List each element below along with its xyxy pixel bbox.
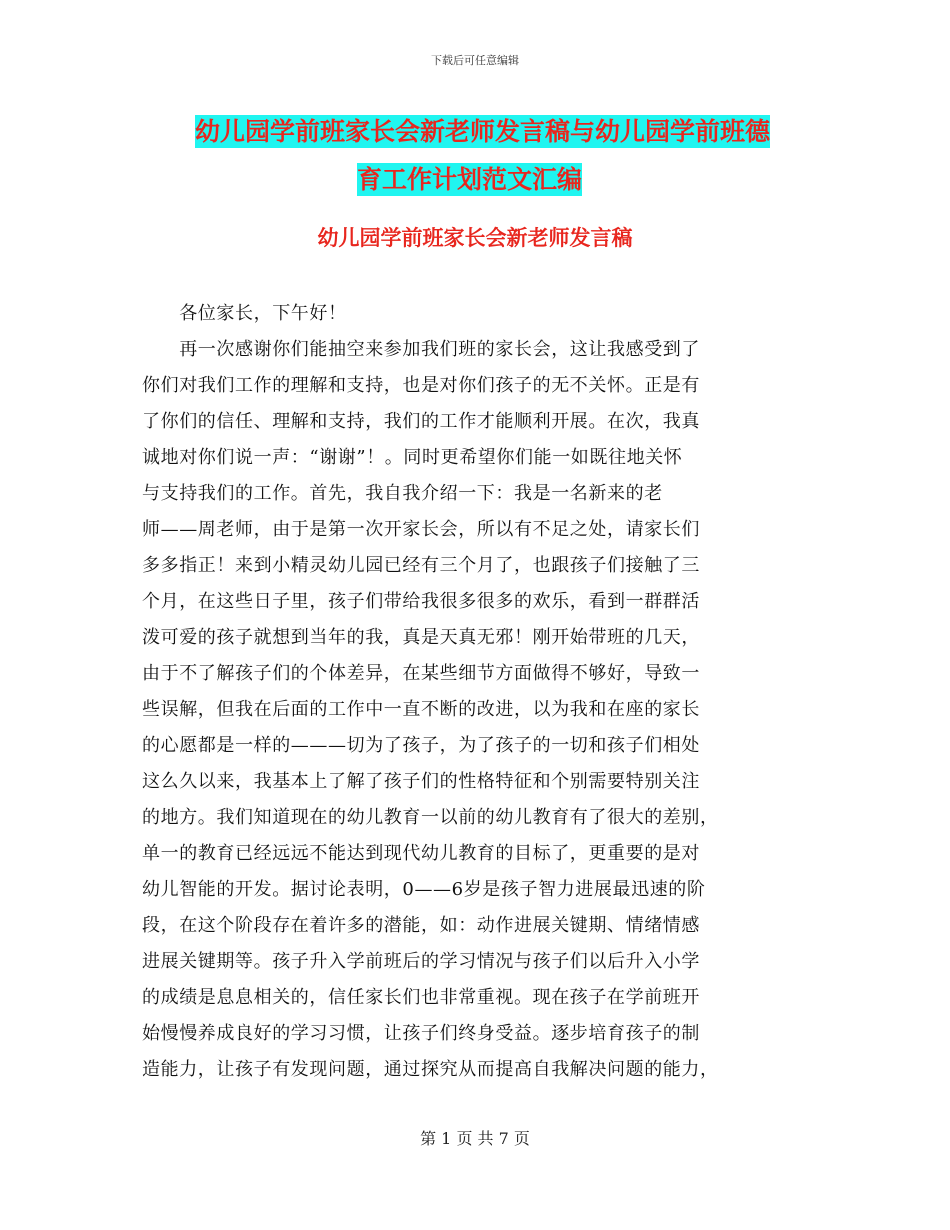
body-line: 由于不了解孩子们的个体差异，在某些细节方面做得不够好，导致一	[142, 663, 700, 684]
body-line: 始慢慢养成良好的学习习惯，让孩子们终身受益。逐步培育孩子的制	[142, 1023, 700, 1044]
body-line: 幼儿智能的开发。据讨论表明，0——6岁是孩子智力进展最迅速的阶	[142, 879, 706, 900]
body-line: 与支持我们的工作。首先，我自我介绍一下：我是一名新来的老	[142, 483, 663, 504]
body-text	[142, 296, 812, 1088]
body-line: 的地方。我们知道现在的幼儿教育一以前的幼儿教育有了很大的差别，	[142, 807, 719, 828]
body-line: 师——周老师，由于是第一次开家长会，所以有不足之处，请家长们	[142, 519, 700, 540]
body-line: 各位家长，下午好！	[142, 303, 347, 324]
document-title	[195, 108, 815, 204]
title-line-1-text: 幼儿园学前班家长会新老师发言稿与幼儿园学前班德	[195, 117, 771, 146]
page-footer: 第 1 页 共 7 页	[420, 1129, 530, 1148]
body-line: 的成绩是息息相关的，信任家长们也非常重视。现在孩子在学前班开	[142, 987, 700, 1008]
body-line: 你们对我们工作的理解和支持，也是对你们孩子的无不关怀。正是有	[142, 375, 700, 396]
section-title: 幼儿园学前班家长会新老师发言稿	[317, 226, 633, 250]
body-line: 进展关键期等。孩子升入学前班后的学习情况与孩子们以后升入小学	[142, 951, 700, 972]
title-line-1	[195, 108, 815, 156]
title-line-2	[195, 156, 815, 204]
body-line: 多多指正！来到小精灵幼儿园已经有三个月了，也跟孩子们接触了三	[142, 555, 700, 576]
title-line-2-text: 育工作计划范文汇编	[357, 165, 583, 194]
body-line: 单一的教育已经远远不能达到现代幼儿教育的目标了，更重要的是对	[142, 843, 700, 864]
body-line: 造能力，让孩子有发现问题，通过探究从而提高自我解决问题的能力，	[142, 1059, 719, 1080]
header-note: 下载后可任意编辑	[431, 54, 519, 67]
body-line: 的心愿都是一样的———切为了孩子，为了孩子的一切和孩子们相处	[142, 735, 700, 756]
body-line: 了你们的信任、理解和支持，我们的工作才能顺利开展。在次，我真	[142, 411, 700, 432]
body-line: 段，在这个阶段存在着许多的潜能，如：动作进展关键期、情绪情感	[142, 915, 700, 936]
body-line: 些误解，但我在后面的工作中一直不断的改进，以为我和在座的家长	[142, 699, 700, 720]
body-line: 这么久以来，我基本上了解了孩子们的性格特征和个别需要特别关注	[142, 771, 700, 792]
body-line: 泼可爱的孩子就想到当年的我，真是天真无邪！刚开始带班的几天，	[142, 627, 700, 648]
body-line: 个月，在这些日子里，孩子们带给我很多很多的欢乐，看到一群群活	[142, 591, 700, 612]
body-line: 诚地对你们说一声：“谢谢”！。同时更希望你们能一如既往地关怀	[142, 447, 683, 468]
body-line: 再一次感谢你们能抽空来参加我们班的家长会，这让我感受到了	[142, 339, 700, 360]
